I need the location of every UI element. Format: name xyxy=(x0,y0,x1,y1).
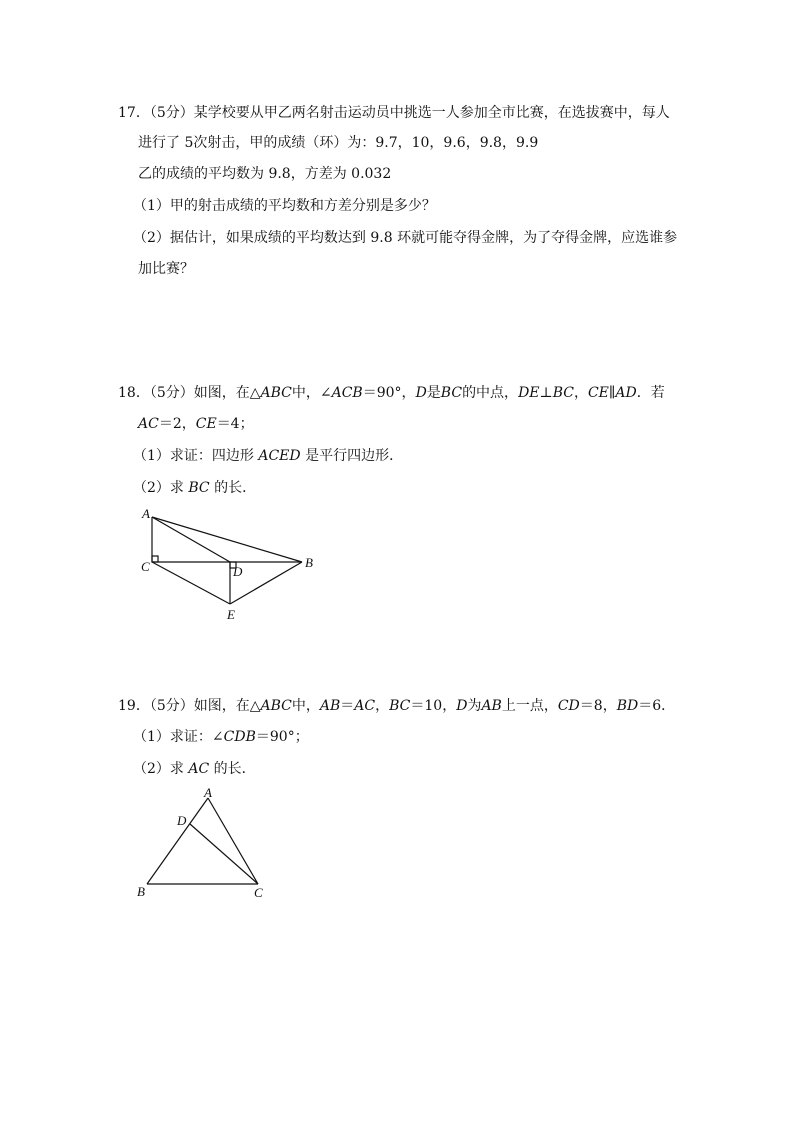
label-D: D xyxy=(177,813,187,828)
q17-sub1: （1）甲的射击成绩的平均数和方差分别是多少？ xyxy=(133,198,436,214)
label-C: C xyxy=(141,559,150,574)
q18-figure xyxy=(130,500,330,630)
label-A: A xyxy=(204,785,212,800)
q19-header: 19．（5分）如图，在△ABC中，AB＝AC，BC＝10，D为AB上一点，CD＝8，BD＝6． xyxy=(118,698,676,714)
seg-AB xyxy=(152,517,302,562)
q19-sub2: （2）求 AC 的长． xyxy=(133,761,256,777)
q18-header: 18．（5分）如图，在△ABC中，∠ACB＝90°，D是BC的中点，DE⊥BC，CE∥AD．若 xyxy=(118,385,665,401)
right-angle-C xyxy=(152,556,158,562)
q17-line2: 进行了 5次射击，甲的成绩（环）为：9.7，10，9.6，9.8，9.9 xyxy=(138,135,539,151)
seg-CE xyxy=(152,562,230,604)
q19-sub1: （1）求证：∠CDB＝90°； xyxy=(133,729,309,745)
q17-sub2b: 加比赛？ xyxy=(138,261,194,277)
q19-figure xyxy=(130,780,280,905)
label-B: B xyxy=(305,555,313,570)
q18-line2: AC＝2，CE＝4； xyxy=(138,416,254,432)
seg-AB xyxy=(147,798,208,884)
seg-AC xyxy=(208,798,258,884)
q18-sub1: （1）求证：四边形 ACED 是平行四边形． xyxy=(133,448,404,464)
q17-header: 17．（5分）某学校要从甲乙两名射击运动员中挑选一人参加全市比赛，在选拔赛中，每人 xyxy=(118,105,670,121)
q18-sub2: （2）求 BC 的长． xyxy=(133,480,257,496)
seg-AD xyxy=(152,517,230,562)
label-D: D xyxy=(233,564,243,579)
label-B: B xyxy=(137,884,145,899)
label-C: C xyxy=(254,885,263,900)
seg-DC xyxy=(190,824,258,884)
label-A: A xyxy=(142,506,150,521)
label-E: E xyxy=(227,607,235,622)
q17-line3: 乙的成绩的平均数为 9.8，方差为 0.032 xyxy=(138,166,392,182)
q17-sub2a: （2）据估计，如果成绩的平均数达到 9.8 环就可能夺得金牌，为了夺得金牌，应选谁参 xyxy=(133,230,678,246)
